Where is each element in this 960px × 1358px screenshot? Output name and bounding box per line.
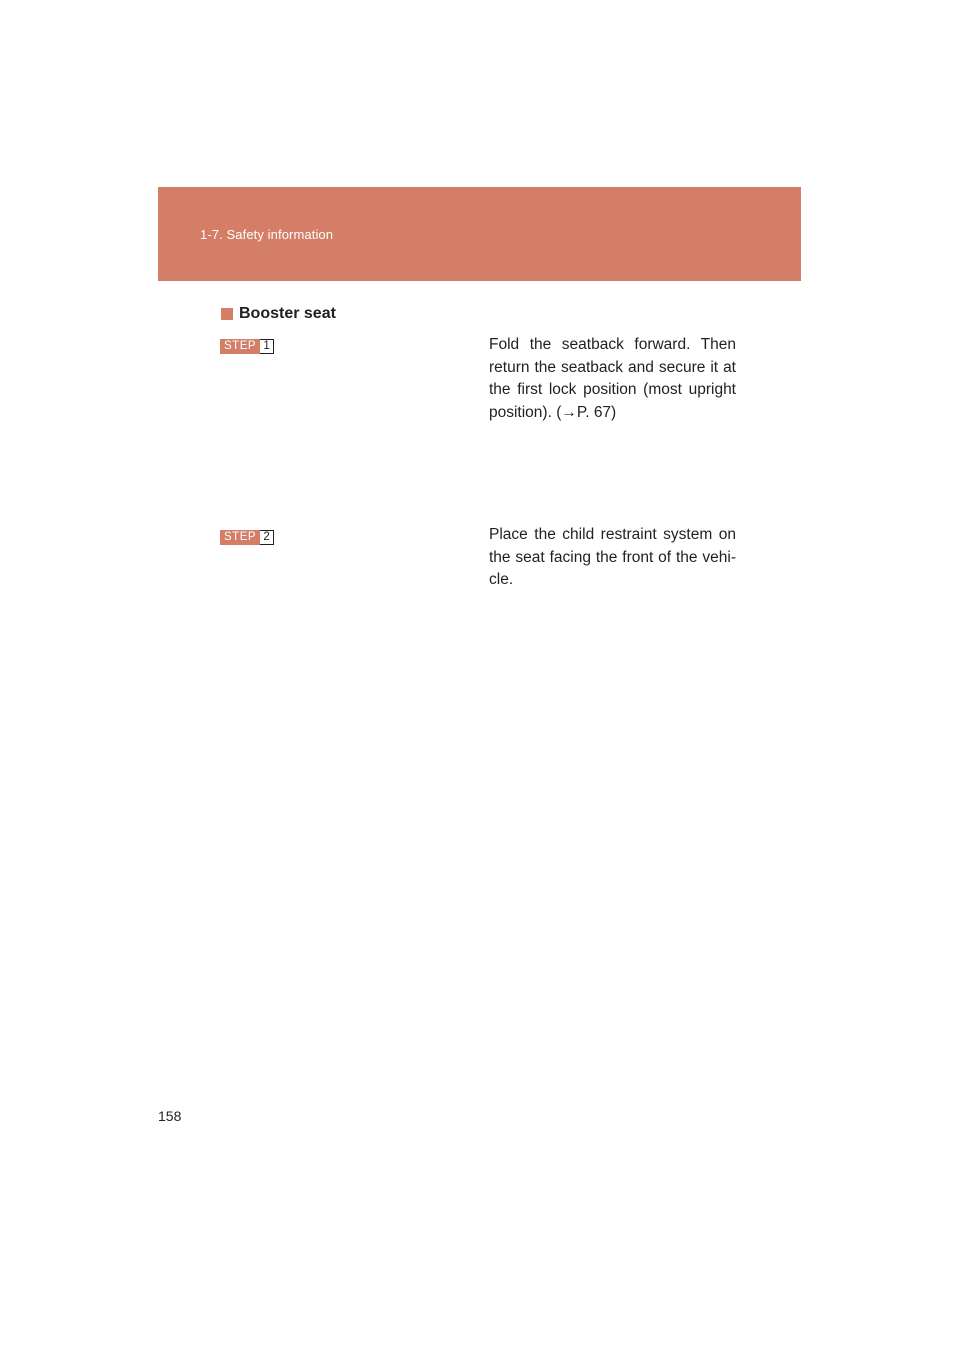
- step-1-badge: [220, 339, 274, 354]
- step-number: 2: [260, 530, 274, 545]
- step-1-text: Fold the seatback forward. Then return the seatback and secure it at the first lock position (most upright position). (→P. 67): [489, 336, 736, 421]
- step-label: STEP: [220, 339, 260, 354]
- page-number: 158: [158, 1108, 182, 1124]
- square-bullet-icon: [221, 308, 233, 320]
- step-label: STEP: [220, 530, 260, 545]
- section-title: 1-7. Safety information: [200, 227, 334, 242]
- step-2-badge: [220, 530, 274, 545]
- header-band: [158, 187, 801, 281]
- subheading-text: Booster seat: [239, 305, 336, 322]
- subheading: [221, 305, 336, 323]
- step-number: 1: [260, 339, 274, 354]
- step-2-text: Place the child restraint system on the seat facing the front of the vehi-cle.: [489, 526, 736, 588]
